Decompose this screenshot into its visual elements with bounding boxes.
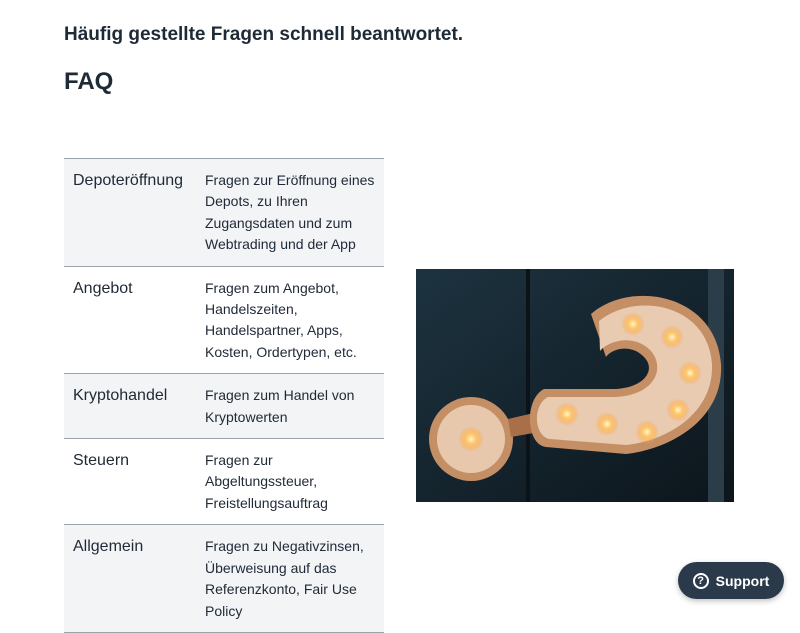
faq-category[interactable]: Depoteröffnung (73, 172, 184, 189)
question-mark-illustration (416, 269, 734, 502)
question-circle-icon: ? (693, 573, 709, 589)
support-button[interactable] (678, 562, 784, 599)
faq-table (64, 158, 384, 633)
faq-row-angebot[interactable] (64, 267, 384, 375)
faq-row-steuern[interactable] (64, 439, 384, 525)
faq-description: Fragen zum Handel von Kryptowerten (205, 387, 355, 425)
support-label: Support (715, 572, 770, 589)
question-mark-lamp-image (416, 269, 734, 502)
faq-row-kryptohandel[interactable] (64, 374, 384, 439)
page-title: FAQ (64, 68, 114, 95)
faq-description: Fragen zum Angebot, Handelszeiten, Handelspartner, Apps, Kosten, Ordertypen, etc. (205, 279, 357, 360)
faq-row-depoteroeffnung[interactable] (64, 159, 384, 267)
faq-row-allgemein[interactable] (64, 525, 384, 633)
faq-category[interactable]: Steuern (73, 452, 130, 470)
faq-description: Fragen zu Negativzinsen, Überweisung auf das Referenzkonto, Fair Use Policy (205, 538, 364, 619)
faq-category[interactable]: Allgemein (73, 538, 144, 556)
faq-category[interactable]: Kryptohandel (73, 387, 168, 405)
faq-description: Fragen zur Eröffnung eines Depots, zu Ihren Zugangsdaten und zum Webtrading und der App (205, 172, 375, 253)
faq-description: Fragen zur Abgeltungssteuer, Freistellungsauftrag (205, 452, 328, 511)
faq-category[interactable]: Angebot (73, 279, 133, 297)
page-subtitle: Häufig gestellte Fragen schnell beantwortet. (64, 24, 464, 45)
